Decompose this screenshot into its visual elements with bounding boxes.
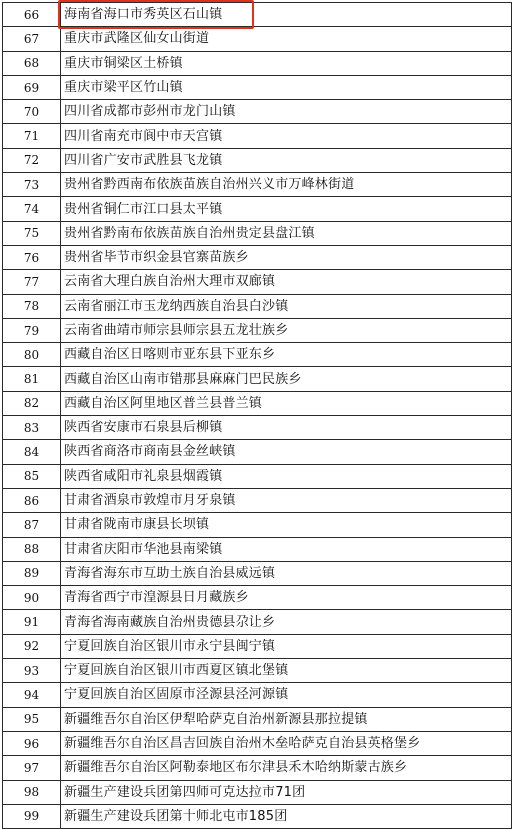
places-table [2,2,512,829]
place-name: 云南省曲靖市师宗县师宗县五龙壮族乡 [61,318,512,342]
row-number: 96 [3,731,61,755]
row-number: 98 [3,780,61,804]
row-number: 77 [3,270,61,294]
place-name: 重庆市铜梁区土桥镇 [61,51,512,75]
row-number: 83 [3,416,61,440]
table-row [3,707,512,731]
table-row [3,586,512,610]
place-name: 青海省西宁市湟源县日月藏族乡 [61,586,512,610]
row-number: 89 [3,561,61,585]
place-name: 贵州省铜仁市江口县太平镇 [61,197,512,221]
table-row [3,561,512,585]
row-number: 72 [3,148,61,172]
place-name: 重庆市武隆区仙女山街道 [61,27,512,51]
table-row [3,75,512,99]
table-row [3,51,512,75]
place-name: 贵州省毕节市织金县官寨苗族乡 [61,245,512,269]
row-number: 88 [3,537,61,561]
table-row [3,27,512,51]
table-row [3,173,512,197]
place-name: 云南省大理白族自治州大理市双廊镇 [61,270,512,294]
place-name: 贵州省黔西南布依族苗族自治州兴义市万峰林街道 [61,173,512,197]
table-row [3,416,512,440]
place-name: 陕西省安康市石泉县后柳镇 [61,416,512,440]
table-row [3,294,512,318]
place-name: 新疆维吾尔自治区伊犁哈萨克自治州新源县那拉提镇 [61,707,512,731]
table-row [3,513,512,537]
place-name: 宁夏回族自治区银川市西夏区镇北堡镇 [61,659,512,683]
table-row [3,756,512,780]
place-name: 贵州省黔南布依族苗族自治州贵定县盘江镇 [61,221,512,245]
row-number: 74 [3,197,61,221]
row-number: 94 [3,683,61,707]
table-row [3,100,512,124]
place-name: 重庆市梁平区竹山镇 [61,75,512,99]
table-row [3,221,512,245]
table-row [3,488,512,512]
table-row [3,804,512,828]
place-name: 新疆生产建设兵团第十师北屯市185团 [61,804,512,828]
place-name: 四川省广安市武胜县飞龙镇 [61,148,512,172]
table-row [3,780,512,804]
place-name: 西藏自治区日喀则市亚东县下亚东乡 [61,343,512,367]
table-row [3,391,512,415]
place-name: 甘肃省酒泉市敦煌市月牙泉镇 [61,488,512,512]
table-row [3,270,512,294]
row-number: 78 [3,294,61,318]
row-number: 95 [3,707,61,731]
table-row [3,197,512,221]
place-name: 宁夏回族自治区固原市泾源县泾河源镇 [61,683,512,707]
row-number: 82 [3,391,61,415]
row-number: 79 [3,318,61,342]
table-row [3,148,512,172]
row-number: 92 [3,634,61,658]
table-row [3,634,512,658]
place-name: 青海省海东市互助土族自治县威远镇 [61,561,512,585]
row-number: 93 [3,659,61,683]
place-name: 西藏自治区山南市错那县麻麻门巴民族乡 [61,367,512,391]
row-number: 73 [3,173,61,197]
row-number: 87 [3,513,61,537]
table-row [3,610,512,634]
place-name: 陕西省咸阳市礼泉县烟霞镇 [61,464,512,488]
place-name: 青海省海南藏族自治州贵德县尕让乡 [61,610,512,634]
row-number: 97 [3,756,61,780]
place-name: 海南省海口市秀英区石山镇 [61,3,512,27]
row-number: 80 [3,343,61,367]
place-name: 新疆维吾尔自治区阿勒泰地区布尔津县禾木哈纳斯蒙古族乡 [61,756,512,780]
place-name: 甘肃省庆阳市华池县南梁镇 [61,537,512,561]
place-name: 新疆维吾尔自治区昌吉回族自治州木垒哈萨克自治县英格堡乡 [61,731,512,755]
table-row [3,343,512,367]
place-name: 四川省成都市彭州市龙门山镇 [61,100,512,124]
row-number: 90 [3,586,61,610]
place-name: 甘肃省陇南市康县长坝镇 [61,513,512,537]
table-row [3,3,512,27]
table-row [3,318,512,342]
place-name: 西藏自治区阿里地区普兰县普兰镇 [61,391,512,415]
places-table-container [2,2,512,829]
table-row [3,731,512,755]
row-number: 81 [3,367,61,391]
place-name: 云南省丽江市玉龙纳西族自治县白沙镇 [61,294,512,318]
table-row [3,659,512,683]
row-number: 76 [3,245,61,269]
place-name: 新疆生产建设兵团第四师可克达拉市71团 [61,780,512,804]
places-table-body [3,3,512,829]
row-number: 68 [3,51,61,75]
row-number: 85 [3,464,61,488]
table-row [3,245,512,269]
row-number: 84 [3,440,61,464]
table-row [3,367,512,391]
place-name: 宁夏回族自治区银川市永宁县闽宁镇 [61,634,512,658]
row-number: 66 [3,3,61,27]
row-number: 69 [3,75,61,99]
table-row [3,124,512,148]
row-number: 91 [3,610,61,634]
row-number: 86 [3,488,61,512]
row-number: 70 [3,100,61,124]
row-number: 75 [3,221,61,245]
table-row [3,683,512,707]
table-row [3,440,512,464]
place-name: 四川省南充市阆中市天宫镇 [61,124,512,148]
row-number: 71 [3,124,61,148]
place-name: 陕西省商洛市商南县金丝峡镇 [61,440,512,464]
row-number: 99 [3,804,61,828]
table-row [3,537,512,561]
row-number: 67 [3,27,61,51]
table-row [3,464,512,488]
